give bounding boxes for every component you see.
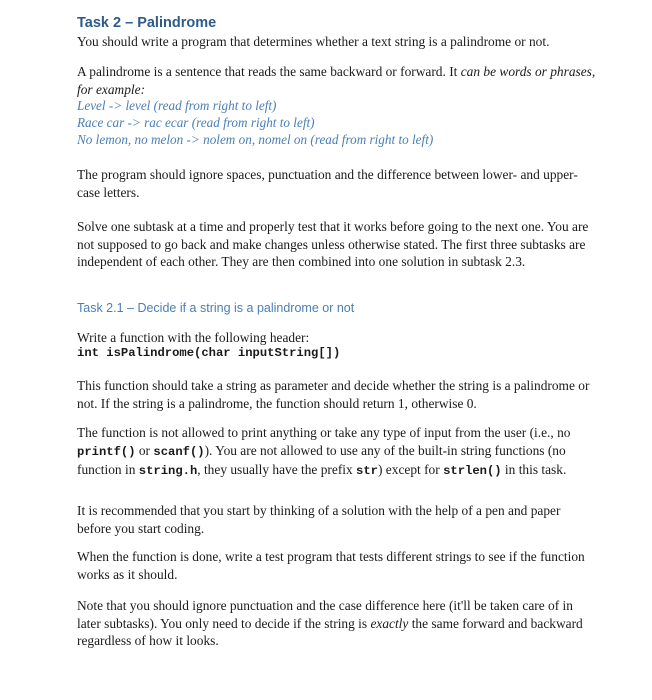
io-rule-text-2: or xyxy=(135,442,154,458)
definition-emphasis: can be words or phrases, for example: xyxy=(77,64,596,97)
io-rule-text-4: , they usually have the prefix xyxy=(197,462,357,478)
io-rule-text-5: ) except for xyxy=(378,462,444,478)
code-str-prefix: str xyxy=(356,464,378,479)
ignore-rule-paragraph: The program should ignore spaces, punctuation and the difference between lower- and upper-case letters. xyxy=(77,167,578,200)
header-intro: Write a function with the following header: xyxy=(77,330,310,345)
example-2: Race car -> rac ecar (read from right to left) xyxy=(77,115,315,130)
io-rule-text-6: in this task. xyxy=(501,462,567,478)
test-instruction-paragraph: When the function is done, write a test program that tests different strings to see if the function works as it should. xyxy=(77,549,585,582)
code-string-h: string.h xyxy=(138,464,198,479)
intro-paragraph: You should write a program that determines whether a text string is a palindrome or not. xyxy=(77,34,550,49)
subtask-instructions-paragraph: Solve one subtask at a time and properly test that it works before going to the next one. You are not supposed to go back and make changes unless otherwise stated. The first three subtasks are independent of each other. They are then combined into one solution in subtask 2.3. xyxy=(77,219,589,270)
recommendation-paragraph: It is recommended that you start by thinking of a solution with the help of a pen and paper before you start coding. xyxy=(77,503,561,536)
code-scanf: scanf() xyxy=(153,444,205,459)
code-printf: printf() xyxy=(77,444,136,459)
note-text-1: Note that you should ignore punctuation and the case difference here (it'll be taken care of in later subtasks). You only need to decide if the string is xyxy=(77,598,573,631)
io-rule-paragraph xyxy=(77,424,597,481)
definition-text: A palindrome is a sentence that reads the same backward or forward. It xyxy=(77,64,461,79)
note-paragraph xyxy=(77,597,597,650)
io-rule-text-3: ). You are not allowed to use any of the built-in string functions (no function in xyxy=(77,442,566,478)
param-description-paragraph: This function should take a string as parameter and decide whether the string is a palindrome or not. If the string is a palindrome, the function should return 1, otherwise 0. xyxy=(77,378,590,411)
subtask-2-1-title: Task 2.1 – Decide if a string is a palindrome or not xyxy=(77,301,355,315)
example-3: No lemon, no melon -> nolem on, nomel on (read from right to left) xyxy=(77,132,434,147)
io-rule-text-1: The function is not allowed to print anything or take any type of input from the user (i.e., no xyxy=(77,425,571,440)
example-1: Level -> level (read from right to left) xyxy=(77,98,277,113)
definition-paragraph xyxy=(77,63,597,98)
code-strlen: strlen() xyxy=(443,464,502,479)
function-header-code: int isPalindrome(char inputString[]) xyxy=(77,346,341,360)
task-title: Task 2 – Palindrome xyxy=(77,15,217,31)
note-text-2: the same forward and backward regardless of how it looks. xyxy=(77,615,583,649)
note-emphasis: exactly xyxy=(370,615,409,631)
